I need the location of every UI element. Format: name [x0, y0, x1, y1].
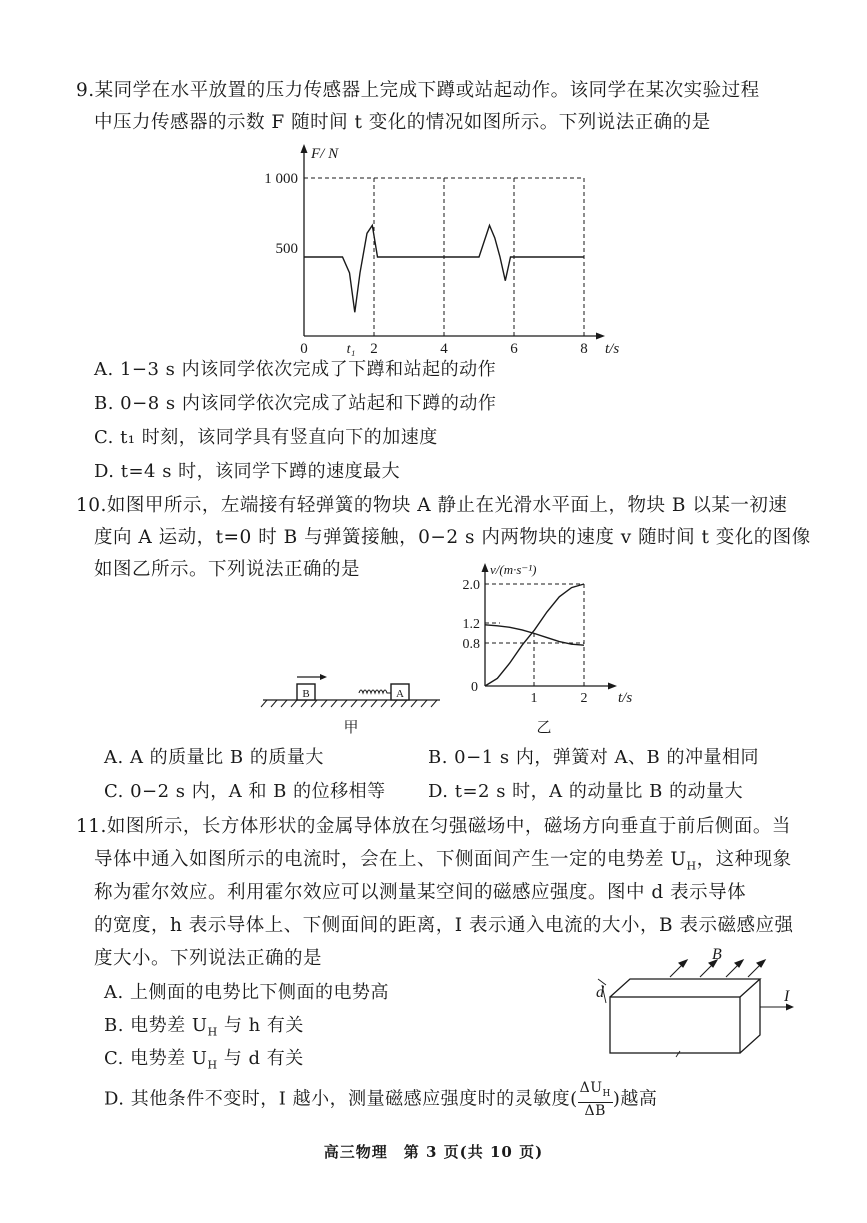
q10-x-tick-2: 2 [580, 691, 588, 706]
q10-option-d: D. t=2 s 时，A 的动量比 B 的动量大 [428, 781, 744, 802]
q10-stem-line-1: 10.如图甲所示，左端接有轻弹簧的物块 A 静止在光滑水平面上，物块 B 以某一初速 [76, 495, 788, 516]
sensitivity-fraction: $\frac{\Delta U_H}{\Delta B}$ [579, 1080, 611, 1119]
q9-x-tick-6: 6 [510, 341, 518, 357]
q9-option-d: D. t=4 s 时，该同学下蹲的速度最大 [94, 461, 401, 482]
q11-stem-line-1: 11.如图所示，长方体形状的金属导体放在匀强磁场中，磁场方向垂直于前后侧面。当 [76, 816, 791, 837]
q9-x-tick-2: 2 [370, 341, 378, 357]
q9-y-tick-500: 500 [275, 241, 298, 257]
block-a-label: A [396, 688, 404, 700]
q9-option-b: B. 0−8 s 内该同学依次完成了站起和下蹲的动作 [94, 393, 497, 414]
jia-ground-hatching [261, 700, 437, 707]
q9-y-tick-1000: 1 000 [264, 171, 298, 187]
q10-stem-line-3: 如图乙所示。下列说法正确的是 [94, 559, 361, 580]
q10-stem-line-2: 度向 A 运动，t=0 时 B 与弹簧接触，0−2 s 内两物块的速度 v 随时间 t 变化的图像 [94, 527, 811, 548]
label-d: d [596, 984, 604, 1001]
q9-y-axis-arrow [301, 144, 308, 153]
q9-option-c: C. t₁ 时刻，该同学具有竖直向下的加速度 [94, 427, 438, 448]
q10-x-axis-label: t/s [618, 690, 633, 706]
q9-x-axis-label: t/s [605, 341, 620, 357]
q9-stem-line-2: 中压力传感器的示数 F 随时间 t 变化的情况如图所示。下列说法正确的是 [94, 112, 711, 133]
block-b-label: B [302, 688, 310, 700]
page-footer: 高三物理 第 3 页(共 10 页) [323, 1143, 544, 1161]
fig-jia-label: 甲 [343, 720, 359, 736]
q10-option-b: B. 0−1 s 内，弹簧对 A、B 的冲量相同 [428, 747, 760, 768]
q11-stem-line-5: 度大小。下列说法正确的是 [94, 948, 323, 969]
q9-x-axis-arrow [596, 333, 605, 340]
label-i: I [784, 988, 790, 1005]
q11-stem-line-4: 的宽度，h 表示导体上、下侧面间的距离，I 表示通入电流的大小，B 表示磁感应强 [94, 915, 794, 936]
q9-force-time-graph [250, 140, 630, 355]
conductor-side-face [740, 979, 760, 1053]
fig-yi-label: 乙 [536, 720, 552, 736]
q11-option-c: C. 电势差 $U_H$ 与 d 有关 [104, 1048, 304, 1072]
label-b: B [712, 946, 722, 963]
q10-option-c: C. 0−2 s 内，A 和 B 的位移相等 [104, 781, 386, 802]
spring [359, 690, 391, 693]
q10-y-axis-label: v/(m·s⁻¹) [490, 562, 537, 577]
q11-stem-line-2: 导体中通入如图所示的电流时，会在上、下侧面间产生一定的电势差 $U_H$，这种现象 [94, 849, 792, 873]
q10-y-tick-0.8: 0.8 [462, 637, 480, 652]
q10-x-tick-1: 1 [530, 691, 538, 706]
q11-option-a: A. 上侧面的电势比下侧面的电势高 [104, 982, 389, 1003]
q10-option-a: A. A 的质量比 B 的质量大 [104, 747, 324, 768]
conductor-front-face [610, 997, 740, 1053]
q9-y-axis-label: F/ N [311, 146, 339, 162]
q10-y-tick-0: 0 [471, 680, 478, 695]
q11-option-d: D. 其他条件不变时，I 越小，测量磁感应强度时的灵敏度( $\frac{\Delta U_H}{\Delta B}$ )越高 [104, 1080, 658, 1119]
q11-stem-line-3: 称为霍尔效应。利用霍尔效应可以测量某空间的磁感应强度。图中 d 表示导体 [94, 882, 747, 903]
q10-y-tick-2: 2.0 [462, 578, 480, 593]
q11-hall-conductor-figure [588, 945, 803, 1060]
q9-option-a: A. 1−3 s 内该同学依次完成了下蹲和站起的动作 [94, 359, 497, 380]
q11-option-b: B. 电势差 $U_H$ 与 h 有关 [104, 1015, 304, 1039]
conductor-top-face [610, 979, 760, 997]
q9-x-tick-0: 0 [300, 341, 308, 357]
q9-x-tick-t1: t₁ [346, 342, 356, 357]
q10-y-tick-1.2: 1.2 [462, 617, 480, 632]
q9-x-tick-4: 4 [440, 341, 448, 357]
q9-stem-line-1: 9.某同学在水平放置的压力传感器上完成下蹲或站起动作。该同学在某次实验过程 [76, 80, 760, 101]
q10-velocity-time-graph [440, 558, 670, 743]
q10-fig-jia [255, 662, 445, 742]
q9-x-tick-8: 8 [580, 341, 588, 357]
